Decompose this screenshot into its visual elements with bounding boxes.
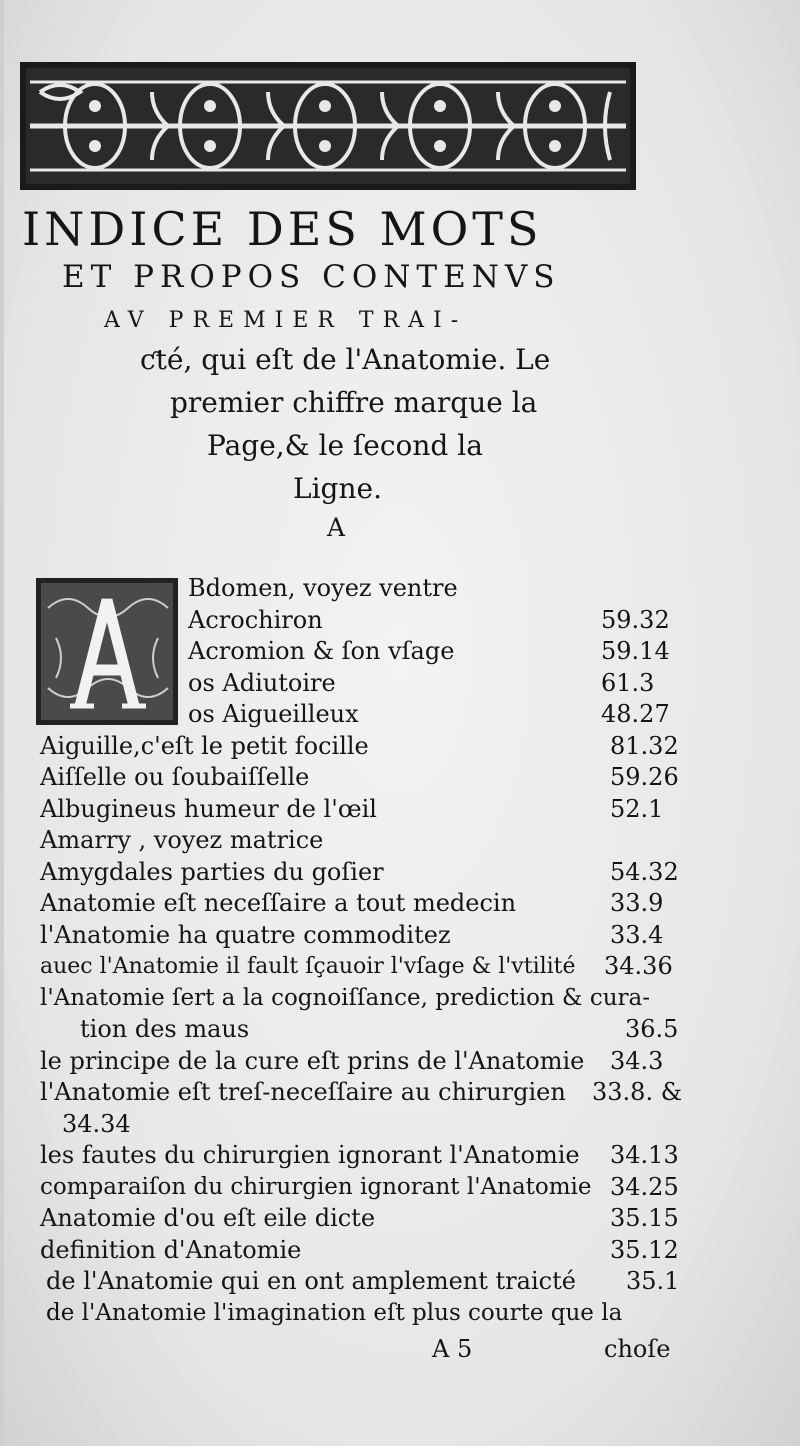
entry-text: Albugineus humeur de l'œil — [40, 794, 377, 823]
list-item — [0, 1235, 800, 1267]
entry-text: l'Anatomie eſt treſ-neceſſaire au chirurgien — [40, 1078, 566, 1106]
list-item — [0, 1046, 800, 1078]
entry-text: les fautes du chirurgien ignorant l'Anatomie — [40, 1141, 580, 1169]
entry-reference: 59.26 — [610, 763, 679, 791]
list-item — [0, 1109, 800, 1141]
entry-reference: 34.36 — [604, 952, 673, 980]
entry-reference: 34.13 — [610, 1141, 679, 1169]
index-heading — [0, 203, 800, 542]
entry-text: de l'Anatomie l'imagination eſt plus courte que la — [46, 1299, 623, 1326]
list-item — [0, 731, 800, 763]
entry-reference: 34.25 — [610, 1172, 679, 1201]
entry-text: Acrochiron — [188, 605, 323, 634]
list-item — [0, 888, 800, 920]
section-letter: A — [327, 513, 346, 542]
entry-reference: 48.27 — [601, 700, 670, 728]
entry-text: tion des maus — [80, 1015, 250, 1043]
entry-reference: 36.5 — [625, 1015, 679, 1043]
heading-line-3: AV PREMIER TRAI- — [104, 308, 468, 333]
list-item — [0, 983, 800, 1015]
entry-text: le principe de la cure eſt prins de l'Anatomie — [40, 1046, 585, 1075]
heading-line-6: Page,& le ſecond la — [207, 429, 483, 462]
list-item — [0, 1172, 800, 1204]
catchword: choſe — [604, 1335, 671, 1363]
entry-text: os Aigueilleux — [188, 700, 359, 728]
list-item — [0, 636, 800, 668]
entry-text: 34.34 — [62, 1109, 131, 1138]
entry-text: Anatomie eſt neceſſaire a tout medecin — [40, 889, 517, 917]
entry-text: Acromion & ſon vſage — [188, 637, 455, 665]
entry-text: comparaiſon du chirurgien ignorant l'Anatomie — [40, 1173, 592, 1200]
entry-text: Anatomie d'ou eſt eile dicte — [40, 1204, 376, 1232]
entry-reference: 33.8. & — [592, 1078, 683, 1106]
entry-reference: 35.15 — [610, 1204, 679, 1232]
signature-mark: A 5 — [432, 1335, 473, 1363]
list-item — [0, 1014, 800, 1046]
index-entries — [0, 573, 800, 1329]
list-item — [0, 825, 800, 857]
list-item — [0, 573, 800, 605]
entry-text: Bdomen, voyez ventre — [188, 574, 458, 602]
entry-reference: 33.9 — [610, 889, 664, 917]
entry-text: Aiguille,c'eſt le petit focille — [40, 731, 369, 760]
list-item — [0, 762, 800, 794]
entry-reference: 35.1 — [626, 1267, 680, 1295]
entry-reference: 61.3 — [601, 668, 655, 697]
heading-line-5: premier chiffre marque la — [170, 386, 538, 419]
entry-text: l'Anatomie ha quatre commoditez — [40, 920, 451, 949]
list-item — [0, 951, 800, 983]
entry-text: l'Anatomie ſert a la cognoiſſance, prediction & cura- — [40, 984, 651, 1011]
page-footer — [0, 1331, 800, 1367]
list-item — [0, 857, 800, 889]
entry-reference: 35.12 — [610, 1235, 679, 1264]
list-item — [0, 699, 800, 731]
heading-line-4: ƈté, qui eſt de l'Anatomie. Le — [140, 343, 551, 376]
entry-reference: 52.1 — [610, 794, 664, 823]
entry-text: os Adiutoire — [188, 668, 336, 697]
entry-text: Aiſſelle ou ſoubaiſſelle — [40, 763, 310, 791]
list-item — [0, 668, 800, 700]
entry-text: de l'Anatomie qui en ont amplement traicté — [46, 1267, 576, 1295]
list-item — [0, 1298, 800, 1330]
list-item — [0, 794, 800, 826]
heading-line-2: ET PROPOS CONTENVS — [62, 259, 561, 295]
list-item — [0, 1266, 800, 1298]
list-item — [0, 1203, 800, 1235]
heading-line-1: INDICE DES MOTS — [22, 202, 543, 256]
entry-text: auec l'Anatomie il fault ſçauoir l'vſage & l'vtilité — [40, 954, 576, 979]
entry-reference: 81.32 — [610, 731, 679, 760]
list-item — [0, 605, 800, 637]
entry-text: Amarry , voyez matrice — [40, 826, 324, 854]
list-item — [0, 1077, 800, 1109]
heading-line-7: Ligne. — [293, 472, 382, 505]
entry-text: definition d'Anatomie — [40, 1235, 302, 1264]
entry-reference: 59.32 — [601, 605, 670, 634]
ornamental-headpiece — [20, 62, 636, 190]
list-item — [0, 1140, 800, 1172]
entry-reference: 34.3 — [610, 1046, 664, 1075]
entry-reference: 33.4 — [610, 920, 664, 949]
entry-reference: 54.32 — [610, 857, 679, 886]
list-item — [0, 920, 800, 952]
entry-reference: 59.14 — [601, 637, 670, 665]
entry-text: Amygdales parties du goſier — [40, 857, 384, 886]
